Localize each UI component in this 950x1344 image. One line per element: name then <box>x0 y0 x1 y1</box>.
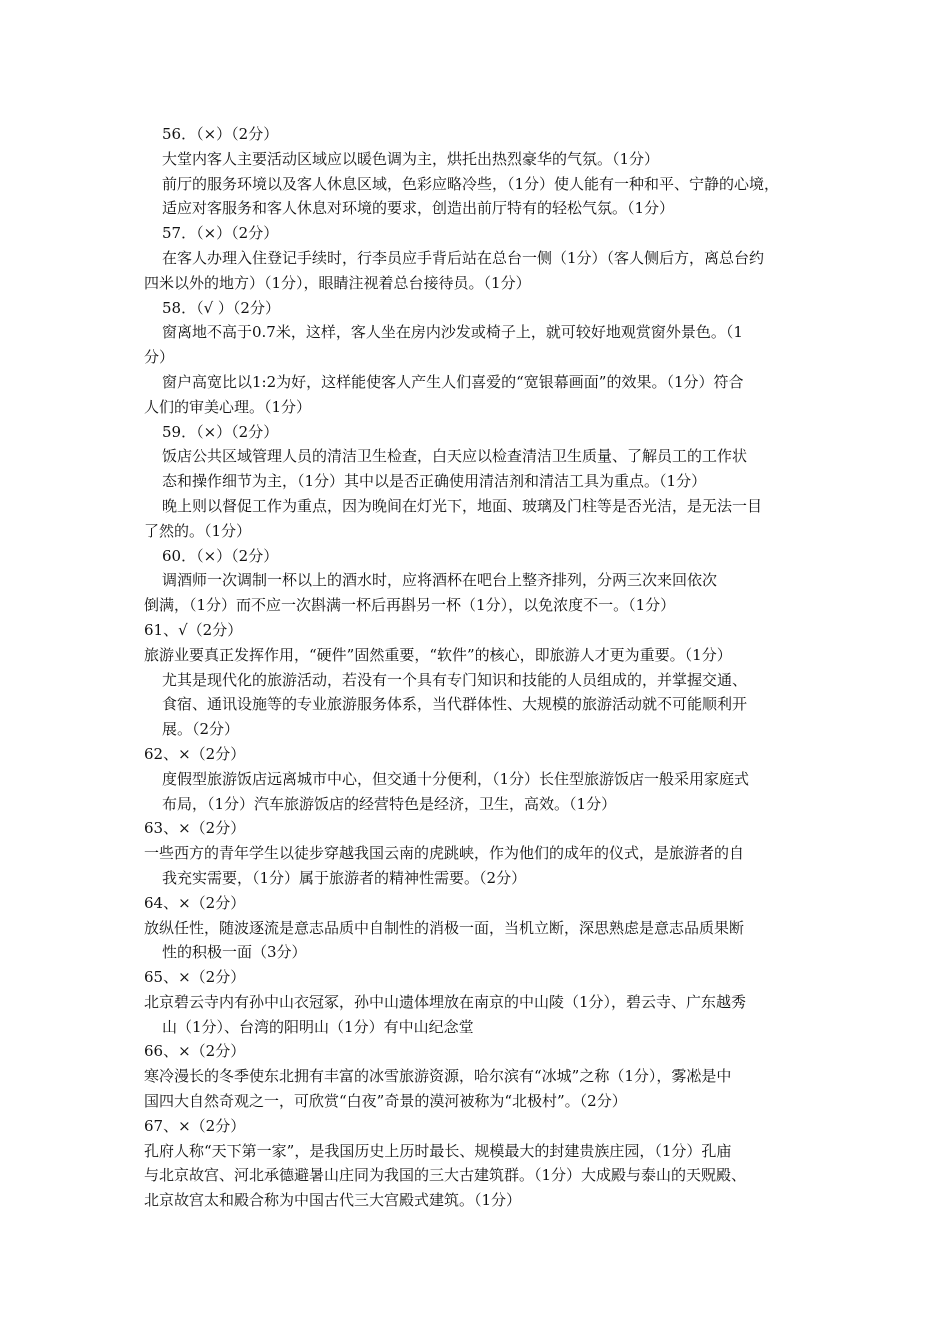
text-line: 我充实需要，（1分）属于旅游者的精神性需要。（2分） <box>162 868 527 887</box>
text-line: 前厅的服务环境以及客人休息区域，色彩应略冷些，（1分）使人能有一种和平、宁静的心境， <box>162 174 780 193</box>
text-line: 调酒师一次调制一杯以上的酒水时，应将酒杯在吧台上整齐排列，分两三次来回依次 <box>162 571 718 590</box>
text-line: 布局，（1分）汽车旅游饭店的经营特色是经济，卫生，高效。（1分） <box>162 794 617 813</box>
text-line: 适应对客服务和客人休息对环境的要求，创造出前厅特有的轻松气氛。（1分） <box>162 199 675 218</box>
text-line: 国四大自然奇观之一，可欣赏“白夜”奇景的漠河被称为“北极村”。（2分） <box>144 1092 627 1111</box>
text-line: 65、×（2分） <box>144 968 246 987</box>
text-line: 食宿、通讯设施等的专业旅游服务体系，当代群体性、大规模的旅游活动就不可能顺利开 <box>162 695 748 714</box>
text-line: 度假型旅游饭店远离城市中心，但交通十分便利，（1分）长住型旅游饭店一般采用家庭式 <box>162 769 750 788</box>
text-line: 在客人办理入住登记手续时，行李员应手背后站在总台一侧（1分）（客人侧后方，离总台约 <box>162 248 765 267</box>
text-line: 窗户高宽比以1:2为好，这样能使客人产生人们喜爱的“宽银幕画面”的效果。（1分）符合 <box>162 372 744 391</box>
answer-text-body <box>144 122 824 1213</box>
text-line: 67、×（2分） <box>144 1116 246 1135</box>
text-line: 态和操作细节为主，（1分）其中以是否正确使用清洁剂和清洁工具为重点。（1分） <box>162 472 707 491</box>
text-line: 尤其是现代化的旅游活动，若没有一个具有专门知识和技能的人员组成的，并掌握交通、 <box>162 670 748 689</box>
text-line: 人们的审美心理。（1分） <box>144 397 312 416</box>
text-line: 61、√（2分） <box>144 620 243 639</box>
text-line: 58．（√ ）（2分） <box>162 298 280 317</box>
text-line: 放纵任性，随波逐流是意志品质中自制性的消极一面，当机立断，深思熟虑是意志品质果断 <box>144 918 745 937</box>
text-line: 60．（×）（2分） <box>162 546 279 565</box>
text-line: 窗离地不高于0.7米，这样，客人坐在房内沙发或椅子上，就可较好地观赏窗外景色。（1 <box>162 323 743 342</box>
text-line: 大堂内客人主要活动区域应以暖色调为主，烘托出热烈豪华的气氛。（1分） <box>162 149 660 168</box>
text-line: 展。（2分） <box>162 720 240 739</box>
text-line: 四米以外的地方）（1分），眼睛注视着总台接待员。（1分） <box>144 273 531 292</box>
text-line: 57．（×）（2分） <box>162 224 279 243</box>
text-line: 59．（×）（2分） <box>162 422 279 441</box>
text-line: 63、×（2分） <box>144 819 246 838</box>
text-line: 寒冷漫长的冬季使东北拥有丰富的冰雪旅游资源，哈尔滨有“冰城”之称（1分），雾凇是中 <box>144 1067 732 1086</box>
text-line: 了然的。（1分） <box>144 521 252 540</box>
text-line: 山（1分）、台湾的阳明山（1分）有中山纪念堂 <box>162 1017 474 1036</box>
text-line: 分） <box>144 348 175 367</box>
text-line: 一些西方的青年学生以徒步穿越我国云南的虎跳峡，作为他们的成年的仪式，是旅游者的自 <box>144 844 745 863</box>
text-line: 62、×（2分） <box>144 744 246 763</box>
text-line: 与北京故宫、河北承德避暑山庄同为我国的三大古建筑群。（1分）大成殿与泰山的天贶殿、 <box>144 1166 747 1185</box>
text-line: 64、×（2分） <box>144 893 246 912</box>
text-line: 孔府人称“天下第一家”，是我国历史上历时最长、规模最大的封建贵族庄园，（1分）孔庙 <box>144 1141 732 1160</box>
text-line: 北京故宫太和殿合称为中国古代三大宫殿式建筑。（1分） <box>144 1191 522 1210</box>
text-line: 旅游业要真正发挥作用，“硬件”固然重要，“软件”的核心，即旅游人才更为重要。（1分） <box>144 645 732 664</box>
text-line: 晚上则以督促工作为重点，因为晚间在灯光下，地面、玻璃及门柱等是否光洁，是无法一目 <box>162 496 763 515</box>
text-line: 性的积极一面（3分） <box>162 943 307 962</box>
text-line: 66、×（2分） <box>144 1042 246 1061</box>
text-line: 倒满，（1分）而不应一次斟满一杯后再斟另一杯（1分），以免浓度不一。（1分） <box>144 596 676 615</box>
text-line: 北京碧云寺内有孙中山衣冠冢，孙中山遗体埋放在南京的中山陵（1分），碧云寺、广东越秀 <box>144 992 747 1011</box>
text-line: 56．（×）（2分） <box>162 125 279 143</box>
text-line: 饭店公共区域管理人员的清洁卫生检查，白天应以检查清洁卫生质量、了解员工的工作状 <box>162 447 748 466</box>
